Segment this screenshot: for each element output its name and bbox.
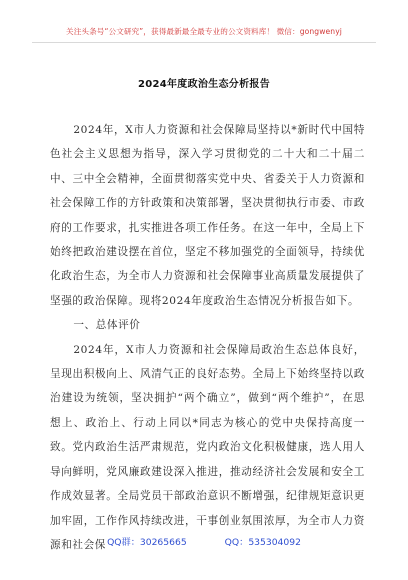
section-heading-overall-evaluation: 一、总体评价 bbox=[73, 319, 141, 332]
body-paragraph-intro: 2024年，X市人力资源和社会保障局坚持以*新时代中国特色社会主义思想为指导，深入学习贯彻党的二十大和二十届二中、三中全会精神，全面贯彻落实党中央、省委关于人力资源和社会保障工作的方针政策和决策部署，坚决贯彻执行市委、市政府的工作要求，扎实推进各项工作任务。在这一年中，全局上下始终把政治建设摆在首位，坚定不移加强党的全面领导，持续优化政治生态，为全市人力资源和社会保障事业高质量发展提供了坚强的政治保障。现将2024年度政治生态情况分析报告如下。 bbox=[50, 124, 365, 307]
document-title: 2024年度政治生态分析报告 bbox=[137, 79, 271, 90]
document-body bbox=[50, 118, 365, 557]
footer-qq-number: QQ：535304092 bbox=[224, 537, 301, 548]
header-divider bbox=[32, 42, 376, 43]
footer-qq-group: QQ群：30265665 bbox=[107, 537, 187, 548]
body-paragraph-evaluation: 2024年，X市人力资源和社会保障局政治生态总体良好，呈现出积极向上、风清气正的良好态势。全局上下始终坚持以政治建设为统领，坚决拥护“两个确立”，做到“两个维护”，在思想上、政治上、行动上同以*同志为核心的党中央保持高度一致。党内政治生活严肃规范，党内政治文化积极健康，选人用人导向鲜明，党风廉政建设深入推进，推动经济社会发展和安全工作成效显著。全局党员干部政治意识不断增强，纪律规矩意识更加牢固，工作作风持续改进，干事创业氛围浓厚，为全市人力资源和社会保 bbox=[50, 343, 365, 551]
header-banner: 关注头条号“公文研究”，获得最新最全最专业的公文资料库！ 微信：gongwenyj bbox=[66, 27, 342, 36]
footer-contact bbox=[0, 534, 408, 548]
